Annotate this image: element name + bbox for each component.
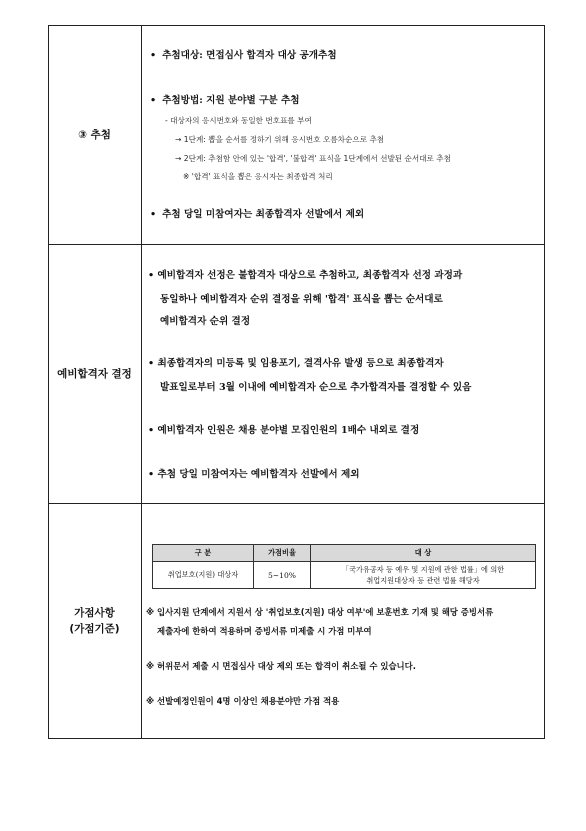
reserve-line: 동일하나 예비합격자 순위 결정을 위해 '합격' 표식을 뽑는 순서대로	[160, 294, 443, 305]
bonus-table	[152, 544, 536, 589]
table-header: 가점비율	[254, 545, 311, 562]
reserve-line: • 예비합격자 선정은 불합격자 대상으로 추첨하고, 최종합격자 선정 과정과	[148, 270, 463, 281]
table-cell-line: 「국가유공자 등 예우 및 지원에 관한 법률」에 의한	[341, 565, 505, 574]
table-header: 대 상	[311, 545, 536, 562]
reserve-line: 발표일로부터 3월 이내에 예비합격자 순으로 추가합격자를 결정할 수 있음	[160, 382, 472, 393]
lottery-step-1: → 1단계: 뽑을 순서를 정하기 위해 응시번호 오름차순으로 추첨	[175, 135, 385, 144]
reserve-line: 예비합격자 순위 결정	[160, 316, 251, 327]
lottery-note: ※ '합격' 표식을 뽑은 응시자는 최종합격 처리	[183, 172, 333, 181]
bonus-header-line: (가점기준)	[69, 623, 120, 635]
bonus-header	[48, 503, 141, 739]
bonus-note: ※ 허위문서 제출 시 면접심사 대상 제외 또는 합격이 취소될 수 있습니다.	[146, 661, 416, 671]
lottery-step-2: → 2단계: 추첨함 안에 있는 '합격', '불합격' 표식을 1단계에서 선발된 순서대로 추첨	[175, 154, 451, 163]
table-header-row	[153, 545, 536, 562]
table-cell: 취업보호(지원) 대상자	[153, 562, 254, 589]
lottery-method: • 추첨방법: 지원 분야별 구분 추첨	[150, 95, 300, 106]
bonus-note: ※ 입사지원 단계에서 지원서 상 '취업보호(지원) 대상 여부'에 보훈번호 기재 및 해당 증빙서류	[146, 607, 494, 617]
lottery-absence: • 추첨 당일 미참여자는 최종합격자 선발에서 제외	[150, 209, 365, 220]
reserve-line: • 최종합격자의 미등록 및 임용포기, 결격사유 발생 등으로 최종합격자	[148, 358, 444, 369]
lottery-sub-number: - 대상자의 응시번호와 동일한 번호표를 부여	[165, 116, 312, 125]
reserve-header: 예비합격자 결정	[57, 367, 132, 380]
reserve-line: • 예비합격자 인원은 채용 분야별 모집인원의 1배수 내외로 결정	[148, 425, 420, 436]
table-cell	[311, 562, 536, 589]
bonus-note: 제출자에 한하여 적용하며 증빙서류 미제출 시 가점 미부여	[157, 626, 372, 636]
lottery-target: • 추첨대상: 면접심사 합격자 대상 공개추첨	[150, 50, 337, 61]
lottery-header: ③ 추첨	[78, 128, 111, 141]
table-cell-line: 취업지원대상자 등 관련 법률 해당자	[366, 576, 480, 585]
table-header: 구 분	[153, 545, 254, 562]
reserve-line: • 추첨 당일 미참여자는 예비합격자 선발에서 제외	[148, 469, 360, 480]
bonus-note: ※ 선발예정인원이 4명 이상인 채용분야만 가점 적용	[146, 696, 340, 706]
table-cell: 5~10%	[254, 562, 311, 589]
column-divider	[141, 25, 142, 739]
bonus-header-line: 가점사항	[74, 607, 115, 619]
table-row	[153, 562, 536, 589]
